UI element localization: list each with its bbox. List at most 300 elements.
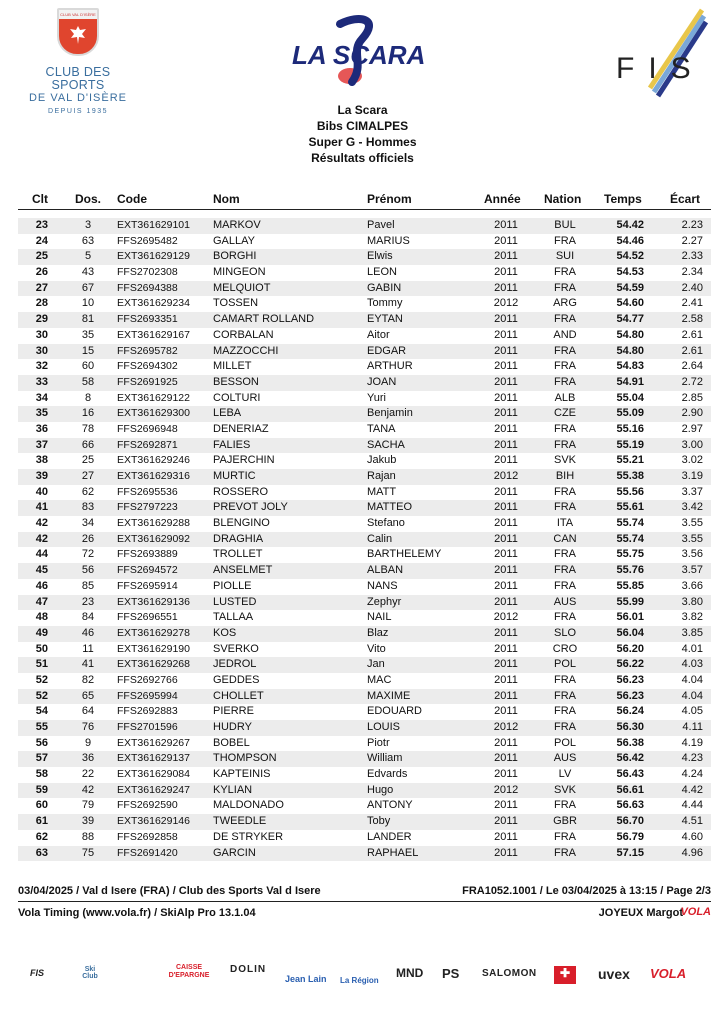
cell-code: FFS2693889 [117, 548, 178, 561]
sponsor-savoie-logo: ✚ [554, 966, 576, 984]
cell-annee: 2011 [494, 595, 518, 608]
footer-event-info: 03/04/2025 / Val d Isere (FRA) / Club des Sports Val d Isere [18, 885, 321, 897]
cell-temps: 54.46 [616, 234, 644, 247]
cell-clt: 45 [35, 564, 48, 577]
cell-prenom: Jakub [367, 454, 397, 467]
cell-code: FFS2701596 [117, 721, 178, 733]
cell-ecart: 2.58 [681, 313, 703, 326]
table-row [18, 265, 711, 281]
table-row [18, 830, 711, 846]
cell-temps: 55.19 [616, 438, 644, 451]
cell-ecart: 3.85 [681, 626, 703, 639]
cell-ecart: 2.41 [681, 297, 703, 310]
col-clt: Clt [32, 192, 48, 206]
cell-clt: 42 [35, 517, 48, 530]
cell-code: EXT361629122 [117, 391, 190, 404]
cell-annee: 2011 [494, 815, 518, 828]
cell-temps: 56.43 [616, 768, 644, 781]
cell-prenom: William [367, 752, 403, 765]
cell-dos: 46 [81, 626, 95, 639]
cell-prenom: EYTAN [367, 313, 403, 326]
cell-nom: LEBA [213, 407, 242, 420]
cell-code: FFS2692871 [117, 438, 178, 451]
cell-ecart: 2.61 [681, 328, 703, 341]
cell-annee: 2011 [494, 736, 518, 749]
cell-nom: TALLAA [213, 611, 254, 624]
cell-annee: 2011 [494, 517, 518, 530]
cell-temps: 56.79 [616, 830, 644, 843]
cell-clt: 54 [35, 705, 48, 718]
cell-annee: 2011 [494, 768, 518, 781]
cell-dos: 56 [81, 564, 95, 577]
cell-dos: 85 [81, 579, 95, 592]
cell-prenom: Elwis [367, 250, 393, 263]
cell-ecart: 4.03 [681, 658, 703, 671]
cell-ecart: 2.33 [681, 250, 703, 263]
cell-prenom: MATT [367, 485, 397, 498]
cell-nom: MARKOV [213, 219, 261, 231]
table-row [18, 579, 711, 595]
cell-nom: MAZZOCCHI [213, 344, 279, 357]
cell-nom: KAPTEINIS [213, 768, 271, 781]
cell-annee: 2011 [494, 313, 518, 326]
cell-dos: 8 [84, 391, 92, 404]
cell-dos: 41 [81, 658, 95, 671]
cell-code: FFS2695782 [117, 344, 178, 357]
la-scara-logo [290, 14, 430, 94]
cell-ecart: 3.37 [681, 485, 703, 498]
cell-nom: HUDRY [213, 721, 252, 733]
table-row [18, 642, 711, 658]
table-row [18, 657, 711, 673]
cell-prenom: Pavel [367, 219, 395, 231]
cell-nation: AUS [553, 595, 577, 608]
cell-annee: 2011 [494, 579, 518, 592]
cell-prenom: ARTHUR [367, 360, 413, 373]
table-row [18, 798, 711, 814]
cell-temps: 56.01 [616, 611, 644, 624]
cell-annee: 2011 [494, 548, 518, 561]
table-row [18, 500, 711, 516]
cell-dos: 72 [81, 548, 95, 561]
table-row [18, 359, 711, 375]
cell-prenom: Blaz [367, 626, 389, 639]
cell-dos: 16 [81, 407, 95, 420]
cell-prenom: Aitor [367, 328, 390, 341]
cell-prenom: Toby [367, 815, 391, 828]
table-row [18, 532, 711, 548]
cell-nation: FRA [554, 564, 576, 577]
cell-ecart: 3.19 [681, 470, 703, 482]
cell-code: EXT361629136 [117, 595, 190, 608]
cell-dos: 81 [81, 313, 95, 326]
cell-clt: 40 [35, 485, 48, 498]
table-row [18, 610, 711, 626]
col-code: Code [117, 192, 147, 206]
cell-code: EXT361629137 [117, 752, 190, 765]
cell-ecart: 3.57 [681, 564, 703, 577]
cell-clt: 52 [35, 673, 48, 686]
cell-temps: 55.74 [616, 532, 644, 545]
cell-nation: FRA [554, 281, 576, 294]
cell-code: EXT361629084 [117, 768, 190, 781]
cell-ecart: 4.19 [681, 736, 703, 749]
cell-nation: FRA [554, 830, 576, 843]
cell-nation: FRA [554, 344, 576, 357]
cell-dos: 88 [81, 830, 95, 843]
cell-annee: 2011 [494, 266, 518, 279]
cell-clt: 37 [35, 438, 48, 451]
cell-nation: FRA [554, 375, 576, 388]
cell-annee: 2011 [494, 752, 518, 765]
cell-temps: 54.83 [616, 360, 644, 373]
cell-clt: 30 [35, 328, 48, 341]
sponsor-uvex-logo: uvex [598, 966, 630, 982]
cell-temps: 56.38 [616, 736, 644, 749]
cell-ecart: 2.40 [681, 281, 703, 294]
cell-temps: 55.85 [616, 579, 644, 592]
cell-clt: 63 [35, 846, 48, 859]
sponsor-playstation-logo: PS [442, 966, 460, 981]
cell-nom: FALIES [213, 438, 251, 451]
cell-nation: FRA [554, 234, 576, 247]
cell-prenom: SACHA [367, 438, 405, 451]
cell-code: FFS2702308 [117, 266, 178, 279]
results-table [18, 218, 711, 861]
cell-ecart: 3.66 [681, 579, 703, 592]
cell-nation: SVK [553, 454, 576, 467]
cell-nation: SVK [553, 783, 576, 796]
cell-nom: CAMART ROLLAND [213, 313, 315, 326]
cell-prenom: Calin [367, 532, 393, 545]
cell-nom: JEDROL [213, 658, 257, 671]
cell-code: FFS2695914 [117, 579, 178, 592]
cell-prenom: Edvards [367, 768, 408, 781]
cell-clt: 57 [35, 752, 48, 765]
cell-code: EXT361629267 [117, 736, 190, 749]
cell-clt: 33 [35, 375, 48, 388]
cell-ecart: 3.42 [681, 501, 703, 514]
cell-temps: 54.53 [616, 266, 644, 279]
cell-dos: 79 [81, 799, 95, 812]
footer-info [18, 884, 711, 902]
cell-nation: LV [558, 768, 572, 781]
cell-clt: 25 [35, 250, 48, 263]
cell-clt: 26 [35, 266, 48, 279]
table-row [18, 218, 711, 234]
cell-code: FFS2691420 [117, 846, 178, 859]
table-row [18, 516, 711, 532]
cell-temps: 54.77 [616, 313, 644, 326]
cell-clt: 32 [35, 360, 48, 373]
cell-ecart: 4.01 [681, 642, 703, 655]
table-row [18, 720, 711, 736]
col-prenom: Prénom [367, 192, 412, 206]
sponsor-jean-lain-logo: Jean Lain [285, 974, 327, 984]
cell-clt: 55 [35, 721, 48, 733]
cell-nom: BESSON [213, 375, 259, 388]
cell-ecart: 2.85 [681, 391, 703, 404]
cell-code: FFS2797223 [117, 501, 178, 514]
cell-ecart: 4.51 [681, 815, 703, 828]
cell-clt: 30 [35, 344, 48, 357]
table-row [18, 296, 711, 312]
cell-clt: 39 [35, 470, 48, 482]
cell-clt: 58 [35, 768, 48, 781]
cell-temps: 55.99 [616, 595, 644, 608]
cell-prenom: BARTHELEMY [367, 548, 442, 561]
cell-annee: 2012 [493, 611, 519, 624]
club-subtitle: DE VAL D'ISÈRE [28, 92, 127, 104]
cell-dos: 9 [84, 736, 92, 749]
cell-dos: 64 [81, 705, 95, 718]
event-name: La Scara [337, 103, 388, 117]
cell-prenom: Yuri [367, 391, 386, 404]
cell-dos: 5 [84, 250, 92, 263]
cell-temps: 55.04 [616, 391, 644, 404]
table-row [18, 312, 711, 328]
cell-ecart: 3.00 [681, 438, 703, 451]
cell-annee: 2012 [493, 783, 519, 796]
cell-dos: 15 [81, 344, 95, 357]
cell-nom: DE STRYKER [213, 830, 284, 843]
cell-ecart: 2.64 [681, 360, 703, 373]
cell-prenom: EDOUARD [367, 705, 423, 718]
cell-dos: 75 [81, 846, 95, 859]
cell-dos: 22 [81, 768, 95, 781]
cell-temps: 56.23 [616, 673, 644, 686]
table-row [18, 406, 711, 422]
cell-temps: 56.42 [616, 752, 644, 765]
cell-dos: 43 [81, 266, 95, 279]
cell-annee: 2011 [494, 281, 518, 294]
cell-dos: 26 [81, 532, 95, 545]
cell-temps: 54.60 [616, 297, 644, 310]
cell-nation: FRA [554, 611, 576, 624]
cell-ecart: 4.96 [681, 846, 703, 859]
cell-nation: FRA [554, 422, 576, 435]
cell-code: EXT361629246 [117, 454, 190, 467]
table-row [18, 751, 711, 767]
cell-nation: SUI [555, 250, 575, 263]
cell-temps: 55.76 [616, 564, 644, 577]
cell-annee: 2011 [494, 485, 518, 498]
cell-prenom: ANTONY [367, 799, 413, 812]
cell-nation: SLO [553, 626, 576, 639]
cell-code: FFS2695536 [117, 485, 178, 498]
sponsor-vola-logo: VOLA [650, 966, 687, 981]
cell-ecart: 4.23 [681, 752, 703, 765]
cell-annee: 2011 [494, 360, 518, 373]
cell-clt: 24 [35, 234, 48, 247]
cell-nom: KOS [213, 626, 237, 639]
cell-nation: CZE [554, 407, 576, 420]
cell-nation: ALB [554, 391, 576, 404]
cell-ecart: 2.72 [681, 375, 703, 388]
cell-ecart: 4.11 [682, 721, 703, 733]
cell-ecart: 2.34 [681, 266, 703, 279]
table-row [18, 595, 711, 611]
cell-dos: 76 [81, 721, 95, 733]
cell-dos: 66 [81, 438, 95, 451]
cell-dos: 82 [81, 673, 95, 686]
cell-nation: CAN [553, 532, 577, 545]
cell-dos: 42 [81, 783, 95, 796]
cell-annee: 2011 [494, 438, 518, 451]
cell-code: EXT361629129 [117, 250, 190, 263]
cell-prenom: Jan [367, 658, 385, 671]
cell-nation: FRA [554, 501, 576, 514]
cell-clt: 56 [35, 736, 48, 749]
cell-code: EXT361629234 [117, 297, 190, 310]
cell-temps: 56.61 [616, 783, 644, 796]
table-row [18, 547, 711, 563]
cell-annee: 2011 [494, 846, 518, 859]
cell-prenom: LEON [367, 266, 397, 279]
col-annee: Année [484, 192, 521, 206]
cell-clt: 28 [35, 297, 48, 310]
cell-temps: 56.22 [616, 658, 644, 671]
cell-nation: AND [553, 328, 577, 341]
sponsor-bar [30, 960, 705, 1000]
cell-annee: 2012 [493, 297, 519, 310]
table-row [18, 626, 711, 642]
cell-dos: 10 [81, 297, 95, 310]
cell-clt: 41 [35, 501, 48, 514]
cell-nom: BLENGINO [213, 517, 270, 530]
cell-nom: MINGEON [213, 266, 266, 279]
cell-clt: 38 [35, 454, 48, 467]
cell-nom: MALDONADO [213, 799, 284, 812]
cell-annee: 2011 [494, 689, 518, 702]
cell-nation: CRO [552, 642, 578, 655]
cell-ecart: 3.02 [681, 454, 703, 467]
cell-nom: KYLIAN [213, 783, 253, 796]
table-row [18, 328, 711, 344]
table-row [18, 344, 711, 360]
table-row [18, 234, 711, 250]
cell-nom: ANSELMET [213, 564, 273, 577]
cell-prenom: LOUIS [367, 721, 401, 733]
cell-prenom: MATTEO [367, 501, 413, 514]
la-scara-text: LA SCARA [292, 40, 426, 70]
cell-nom: PIERRE [213, 705, 254, 718]
cell-annee: 2011 [494, 532, 518, 545]
table-row [18, 736, 711, 752]
cell-prenom: ALBAN [367, 564, 404, 577]
cell-nation: FRA [554, 438, 576, 451]
cell-annee: 2011 [494, 391, 518, 404]
cell-nom: MELQUIOT [213, 281, 271, 294]
cell-temps: 56.63 [616, 799, 644, 812]
cell-clt: 59 [35, 783, 48, 796]
cell-prenom: NAIL [367, 611, 392, 624]
cell-code: EXT361629278 [117, 626, 190, 639]
cell-prenom: TANA [367, 422, 396, 435]
cell-prenom: EDGAR [367, 344, 407, 357]
fis-logo-text: FIS [616, 52, 705, 85]
cell-nom: CHOLLET [213, 689, 264, 702]
cell-ecart: 4.42 [681, 783, 703, 796]
cell-dos: 60 [81, 360, 95, 373]
cell-nation: AUS [553, 752, 577, 765]
cell-code: FFS2692766 [117, 673, 178, 686]
cell-dos: 34 [81, 517, 95, 530]
cell-nom: TOSSEN [213, 297, 259, 310]
table-row [18, 673, 711, 689]
cell-clt: 51 [35, 658, 48, 671]
cell-annee: 2011 [494, 454, 518, 467]
cell-prenom: Zephyr [367, 595, 402, 608]
discipline: Super G - Hommes [308, 135, 417, 149]
sponsor-ski-club-logo: Ski Club [82, 966, 98, 980]
cell-ecart: 2.27 [681, 234, 703, 247]
cell-nation: FRA [554, 689, 576, 702]
table-row [18, 767, 711, 783]
cell-clt: 47 [35, 595, 48, 608]
cell-ecart: 3.56 [681, 548, 703, 561]
cell-temps: 56.20 [616, 642, 644, 655]
cell-clt: 50 [35, 642, 48, 655]
cell-dos: 62 [81, 485, 95, 498]
cell-annee: 2011 [494, 407, 518, 420]
cell-nation: FRA [554, 799, 576, 812]
cell-temps: 54.91 [616, 375, 644, 388]
cell-nom: DRAGHIA [213, 532, 264, 545]
cell-ecart: 3.55 [681, 532, 703, 545]
cell-code: EXT361629092 [117, 532, 190, 545]
cell-code: EXT361629167 [117, 328, 190, 341]
cell-code: FFS2695482 [117, 234, 178, 247]
cell-prenom: Tommy [367, 297, 403, 310]
col-ecart: Écart [670, 192, 701, 206]
cell-code: EXT361629268 [117, 658, 190, 671]
cell-nation: FRA [554, 846, 576, 859]
cell-annee: 2011 [494, 673, 518, 686]
cell-prenom: LANDER [367, 830, 412, 843]
cell-annee: 2011 [494, 799, 518, 812]
cell-temps: 54.80 [616, 344, 644, 357]
cell-nation: FRA [554, 673, 576, 686]
cell-nation: FRA [554, 548, 576, 561]
col-dos: Dos. [74, 192, 101, 206]
cell-nation: BIH [555, 470, 575, 482]
cell-prenom: RAPHAEL [367, 846, 419, 859]
cell-prenom: Rajan [367, 470, 396, 482]
cell-clt: 61 [35, 815, 48, 828]
col-nation: Nation [544, 192, 582, 206]
cell-dos: 84 [81, 611, 95, 624]
cell-clt: 46 [35, 579, 48, 592]
cell-temps: 54.80 [616, 328, 644, 341]
cell-ecart: 4.44 [681, 799, 703, 812]
cell-dos: 67 [81, 281, 95, 294]
cell-temps: 55.74 [616, 517, 644, 530]
cell-nom: MURTIC [213, 470, 256, 482]
cell-prenom: JOAN [367, 375, 397, 388]
cell-dos: 36 [81, 752, 95, 765]
cell-annee: 2011 [494, 705, 518, 718]
cell-temps: 55.56 [616, 485, 644, 498]
cell-clt: 27 [35, 281, 48, 294]
table-row [18, 422, 711, 438]
cell-temps: 55.61 [616, 501, 644, 514]
cell-dos: 11 [82, 642, 94, 655]
cell-annee: 2011 [494, 250, 518, 263]
cell-nom: MILLET [213, 360, 252, 373]
cell-prenom: GABIN [367, 281, 402, 294]
cell-code: FFS2692883 [117, 705, 178, 718]
